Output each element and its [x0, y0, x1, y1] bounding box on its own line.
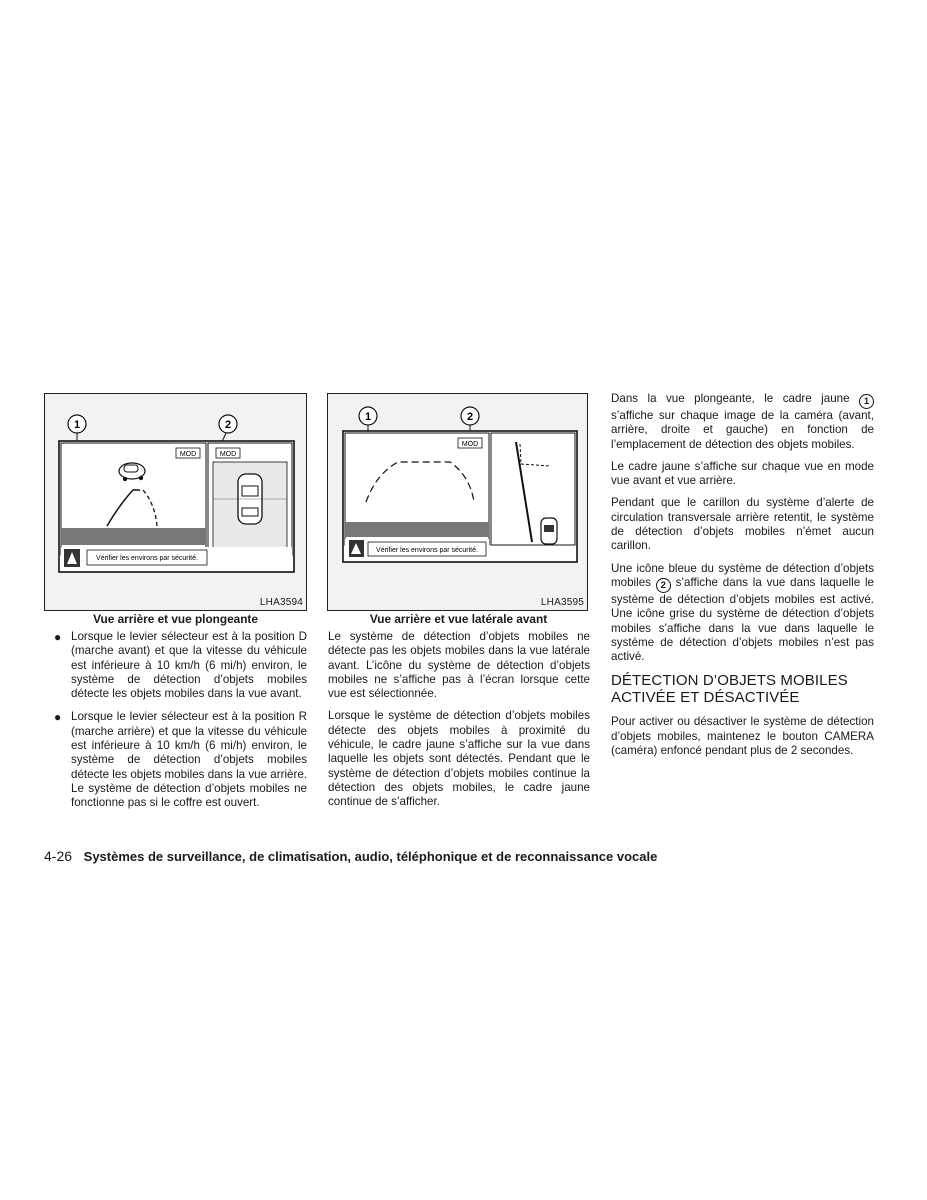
- section-heading: DÉTECTION D’OBJETS MOBILES ACTIVÉE ET DÉSACTIVÉE: [611, 672, 848, 707]
- figure-rear-and-front-side-view-illustration: [328, 394, 587, 610]
- bullet-icon: ●: [54, 710, 62, 725]
- paragraph: Pour activer ou désactiver le système de détection d’objets mobiles, maintenez le bouton CAMERA (caméra) enfoncé pendant plus de 2 secondes.: [611, 715, 874, 758]
- page-footer: [44, 848, 657, 864]
- bullet-text: Lorsque le levier sélecteur est à la position D (marche avant) et que la vitesse du véhicule est inférieure à 10 km/h (6 mi/h) environ, le système de détection d’objets mobiles détecte les objets mobiles dans la vue avant.: [71, 630, 307, 701]
- middle-column: [328, 630, 590, 818]
- callout-1-label: 1: [364, 411, 372, 423]
- warning-message: Vérifier les environs par sécurité.: [376, 547, 478, 554]
- paragraph: Pendant que le carillon du système d’alerte de circulation transversale arrière retentit, le système de détection d’objets mobiles n’émet aucun carillon.: [611, 496, 874, 553]
- callout-1-icon: 1: [859, 394, 874, 409]
- bullet-text: Lorsque le levier sélecteur est à la position R (marche arrière) et que la vitesse du véhicule est inférieure à 10 km/h (6 mi/h) environ, le système de détection d’objets mobiles détecte les objets mobiles dans la vue arrière. Le système de détection d’objets mobiles ne fonctionne pas si le coffre est ouvert.: [71, 710, 307, 810]
- mod-label: MOD: [461, 441, 479, 448]
- mod-label-left: MOD: [179, 451, 197, 458]
- left-column: [52, 630, 307, 820]
- figure-id: LHA3595: [540, 597, 584, 608]
- figure-caption: Vue arrière et vue plongeante: [93, 612, 258, 626]
- callout-2-icon: 2: [656, 578, 671, 593]
- page-number: 4-26: [44, 848, 73, 864]
- figure-caption: Vue arrière et vue latérale avant: [369, 612, 548, 626]
- callout-2-label: 2: [224, 419, 232, 431]
- list-item: [52, 710, 307, 810]
- bullet-list: [52, 630, 307, 811]
- figure-rear-and-bird-view-illustration: [45, 394, 306, 610]
- right-column: [611, 392, 874, 766]
- moving-object-detection-icon: [349, 540, 364, 557]
- mod-label-right: MOD: [219, 451, 237, 458]
- chapter-title: Systèmes de surveillance, de climatisation, audio, téléphonique et de reconnaissance vocale: [83, 849, 658, 864]
- paragraph: Le système de détection d’objets mobiles ne détecte pas les objets mobiles dans la vue latérale avant. L’icône du système de détection d’objets mobiles ne s’affiche pas à l’écran lorsque cette vue est sélectionnée.: [328, 630, 590, 701]
- paragraph: Le cadre jaune s’affiche sur chaque vue en mode vue avant et vue arrière.: [611, 459, 874, 488]
- side-view-car-icon: [541, 518, 557, 544]
- figure-id: LHA3594: [259, 597, 303, 608]
- callout-2-label: 2: [466, 411, 474, 423]
- paragraph: Une icône bleue du système de détection d’objets mobiles 2 s’affiche dans la vue dans laquelle le système de détection d’objets mobiles est activé. Une icône grise du système de détection d’objets mobiles s’affiche dans la vue dans laquelle le système de détection d’objets mobiles n’est pas activé.: [611, 561, 875, 664]
- bullet-icon: ●: [54, 630, 62, 644]
- list-item: [52, 630, 307, 701]
- moving-object-detection-icon: [64, 549, 80, 567]
- paragraph: Lorsque le système de détection d’objets mobiles détecte des objets mobiles à proximité du véhicule, le cadre jaune s’affiche sur la vue dans laquelle les objets sont détectés. Pendant que le système de détection d’objets mobiles continue la détection des objets mobiles, le cadre jaune continue de s’afficher.: [328, 709, 590, 809]
- warning-message: Vérifier les environs par sécurité.: [96, 555, 198, 562]
- figure-rear-and-front-side-view: [327, 393, 588, 611]
- figure-rear-and-bird-view: [44, 393, 307, 611]
- moving-object-car-icon: [119, 463, 145, 481]
- callout-1-label: 1: [73, 419, 81, 431]
- paragraph: Dans la vue plongeante, le cadre jaune 1 s’affiche sur chaque image de la caméra (avant, arrière, droite et gauche) en fonction de l’emplacement de détection des objets mobiles.: [611, 392, 874, 451]
